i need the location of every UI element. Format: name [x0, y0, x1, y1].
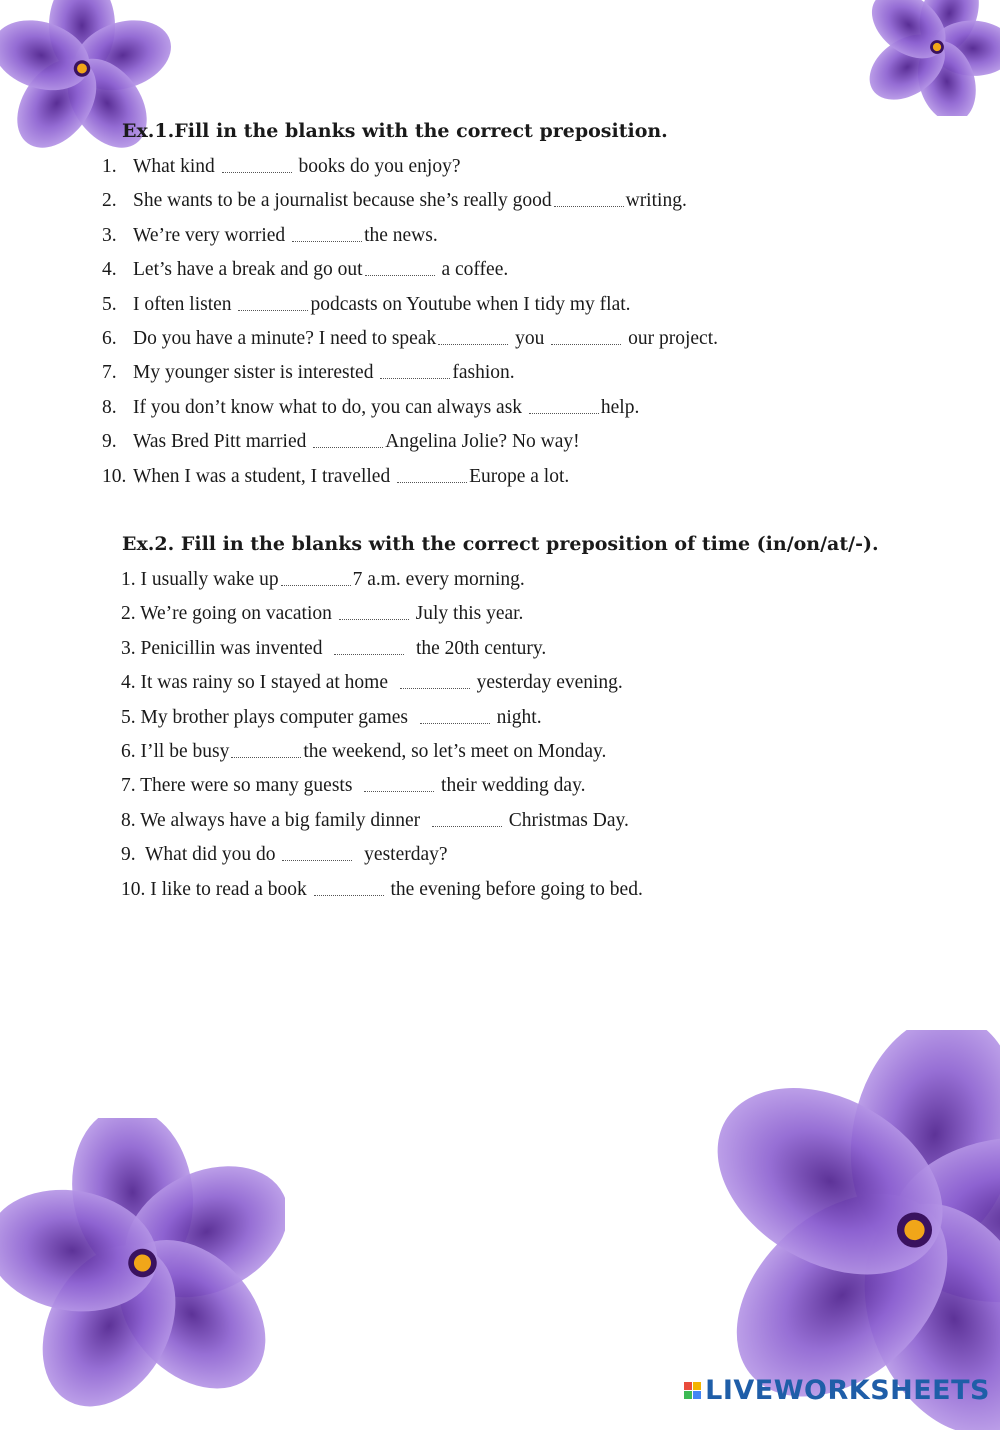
exercise-item: [102, 395, 718, 429]
item-text: you: [510, 327, 550, 349]
exercise-item: [102, 257, 718, 291]
item-text: Angelina Jolie? No way!: [385, 431, 580, 453]
flower-icon: [862, 0, 1000, 116]
answer-blank[interactable]: [282, 842, 352, 861]
answer-blank[interactable]: [364, 773, 434, 792]
item-text: books do you enjoy?: [293, 156, 461, 177]
item-text: If you don’t know what to do, you can always ask: [133, 396, 527, 418]
item-text: We’re going on vacation: [135, 603, 337, 625]
exercise-item: [121, 567, 643, 601]
exercise-2-list: [121, 567, 643, 911]
item-number: 5.: [102, 293, 117, 315]
answer-blank[interactable]: [400, 670, 470, 689]
item-text: Let’s have a break and go out: [133, 259, 363, 281]
exercise-item: [121, 842, 643, 876]
answer-blank[interactable]: [438, 326, 508, 345]
item-number: 8.: [121, 809, 136, 831]
answer-blank[interactable]: [292, 223, 362, 242]
item-text: fashion.: [452, 362, 515, 384]
logo-mark-icon: [684, 1382, 701, 1399]
item-number: 2.: [121, 603, 136, 625]
item-text: yesterday evening.: [471, 672, 623, 694]
exercise-item: [102, 464, 718, 498]
item-text: yesterday?: [354, 844, 448, 866]
item-number: 5.: [121, 706, 136, 728]
exercise-item: [121, 773, 643, 807]
item-text: July this year.: [410, 603, 524, 625]
item-text: I often listen: [133, 293, 237, 315]
exercise-item: [121, 601, 643, 635]
flower-icon: [700, 1030, 1000, 1430]
item-number: 7.: [121, 775, 136, 797]
exercise-item: [121, 739, 643, 773]
item-text: I usually wake up: [135, 569, 279, 590]
exercise-item: [102, 360, 718, 394]
item-number: 8.: [102, 396, 117, 418]
item-text: I like to read a book: [145, 878, 312, 900]
item-text: writing.: [625, 190, 687, 212]
answer-blank[interactable]: [334, 636, 404, 655]
item-text: I’ll be busy: [135, 740, 230, 762]
exercise-item: [121, 877, 643, 911]
item-text: Was Bred Pitt married: [133, 431, 312, 453]
item-text: Europe a lot.: [469, 465, 570, 487]
item-text: What kind: [133, 156, 220, 177]
item-number: 3.: [102, 224, 117, 246]
item-text: podcasts on Youtube when I tidy my flat.: [310, 293, 631, 315]
item-text: When I was a student, I travelled: [133, 465, 396, 487]
item-number: 9.: [121, 844, 136, 866]
item-text: night.: [491, 706, 542, 728]
exercise-item: [102, 292, 718, 326]
liveworksheets-logo: [684, 1375, 990, 1406]
item-number: 7.: [102, 362, 117, 384]
item-text: Do you have a minute? I need to speak: [133, 327, 437, 349]
exercise-item: [102, 429, 718, 463]
item-number: 10.: [102, 465, 127, 487]
exercise-2-title: Ex.2. Fill in the blanks with the correct preposition of time (in/on/at/-).: [122, 533, 879, 555]
answer-blank[interactable]: [380, 360, 450, 379]
item-text: help.: [600, 396, 640, 418]
item-number: 1.: [102, 156, 117, 177]
answer-blank[interactable]: [238, 292, 308, 311]
answer-blank[interactable]: [420, 705, 490, 724]
item-text: What did you do: [135, 844, 281, 866]
item-text: Christmas Day.: [503, 809, 629, 831]
item-text: the evening before going to bed.: [385, 878, 643, 900]
item-text: the news.: [364, 224, 438, 246]
item-text: There were so many guests: [135, 775, 363, 797]
exercise-item: [102, 326, 718, 360]
answer-blank[interactable]: [551, 326, 621, 345]
answer-blank[interactable]: [339, 601, 409, 620]
item-number: 6.: [102, 327, 117, 349]
answer-blank[interactable]: [222, 154, 292, 173]
item-text: We always have a big family dinner: [135, 809, 430, 831]
exercise-item: [121, 808, 643, 842]
item-text: 7 a.m. every morning.: [352, 569, 525, 590]
item-number: 1.: [121, 569, 136, 590]
answer-blank[interactable]: [554, 188, 624, 207]
item-number: 4.: [121, 672, 136, 694]
answer-blank[interactable]: [432, 808, 502, 827]
answer-blank[interactable]: [314, 877, 384, 896]
item-text: the 20th century.: [406, 637, 547, 659]
answer-blank[interactable]: [281, 567, 351, 586]
answer-blank[interactable]: [529, 395, 599, 414]
item-text: their wedding day.: [436, 775, 586, 797]
exercise-item: [121, 636, 643, 670]
item-number: 10.: [121, 878, 146, 900]
item-text: the weekend, so let’s meet on Monday.: [303, 740, 607, 762]
answer-blank[interactable]: [231, 739, 301, 758]
item-number: 2.: [102, 190, 117, 212]
exercise-item: [102, 154, 718, 188]
exercise-item: [121, 705, 643, 739]
item-number: 4.: [102, 259, 117, 281]
exercise-item: [121, 670, 643, 704]
item-text: My younger sister is interested: [133, 362, 379, 384]
exercise-1-list: [102, 154, 718, 498]
logo-text: LIVEWORKSHEETS: [705, 1375, 990, 1406]
item-number: 3.: [121, 637, 136, 659]
item-text: My brother plays computer games: [135, 706, 418, 728]
answer-blank[interactable]: [397, 464, 467, 483]
item-text: our project.: [623, 327, 718, 349]
exercise-item: [102, 188, 718, 222]
answer-blank[interactable]: [313, 429, 383, 448]
exercise-item: [102, 223, 718, 257]
item-text: She wants to be a journalist because she’s really good: [133, 190, 552, 212]
item-text: a coffee.: [436, 259, 509, 281]
item-text: Penicillin was invented: [135, 637, 333, 659]
item-text: We’re very worried: [133, 224, 291, 246]
item-number: 6.: [121, 740, 136, 762]
flower-icon: [0, 1118, 285, 1408]
item-text: It was rainy so I stayed at home: [135, 672, 398, 694]
exercise-1-title: Ex.1.Fill in the blanks with the correct preposition.: [122, 120, 668, 142]
answer-blank[interactable]: [365, 257, 435, 276]
item-number: 9.: [102, 431, 117, 453]
